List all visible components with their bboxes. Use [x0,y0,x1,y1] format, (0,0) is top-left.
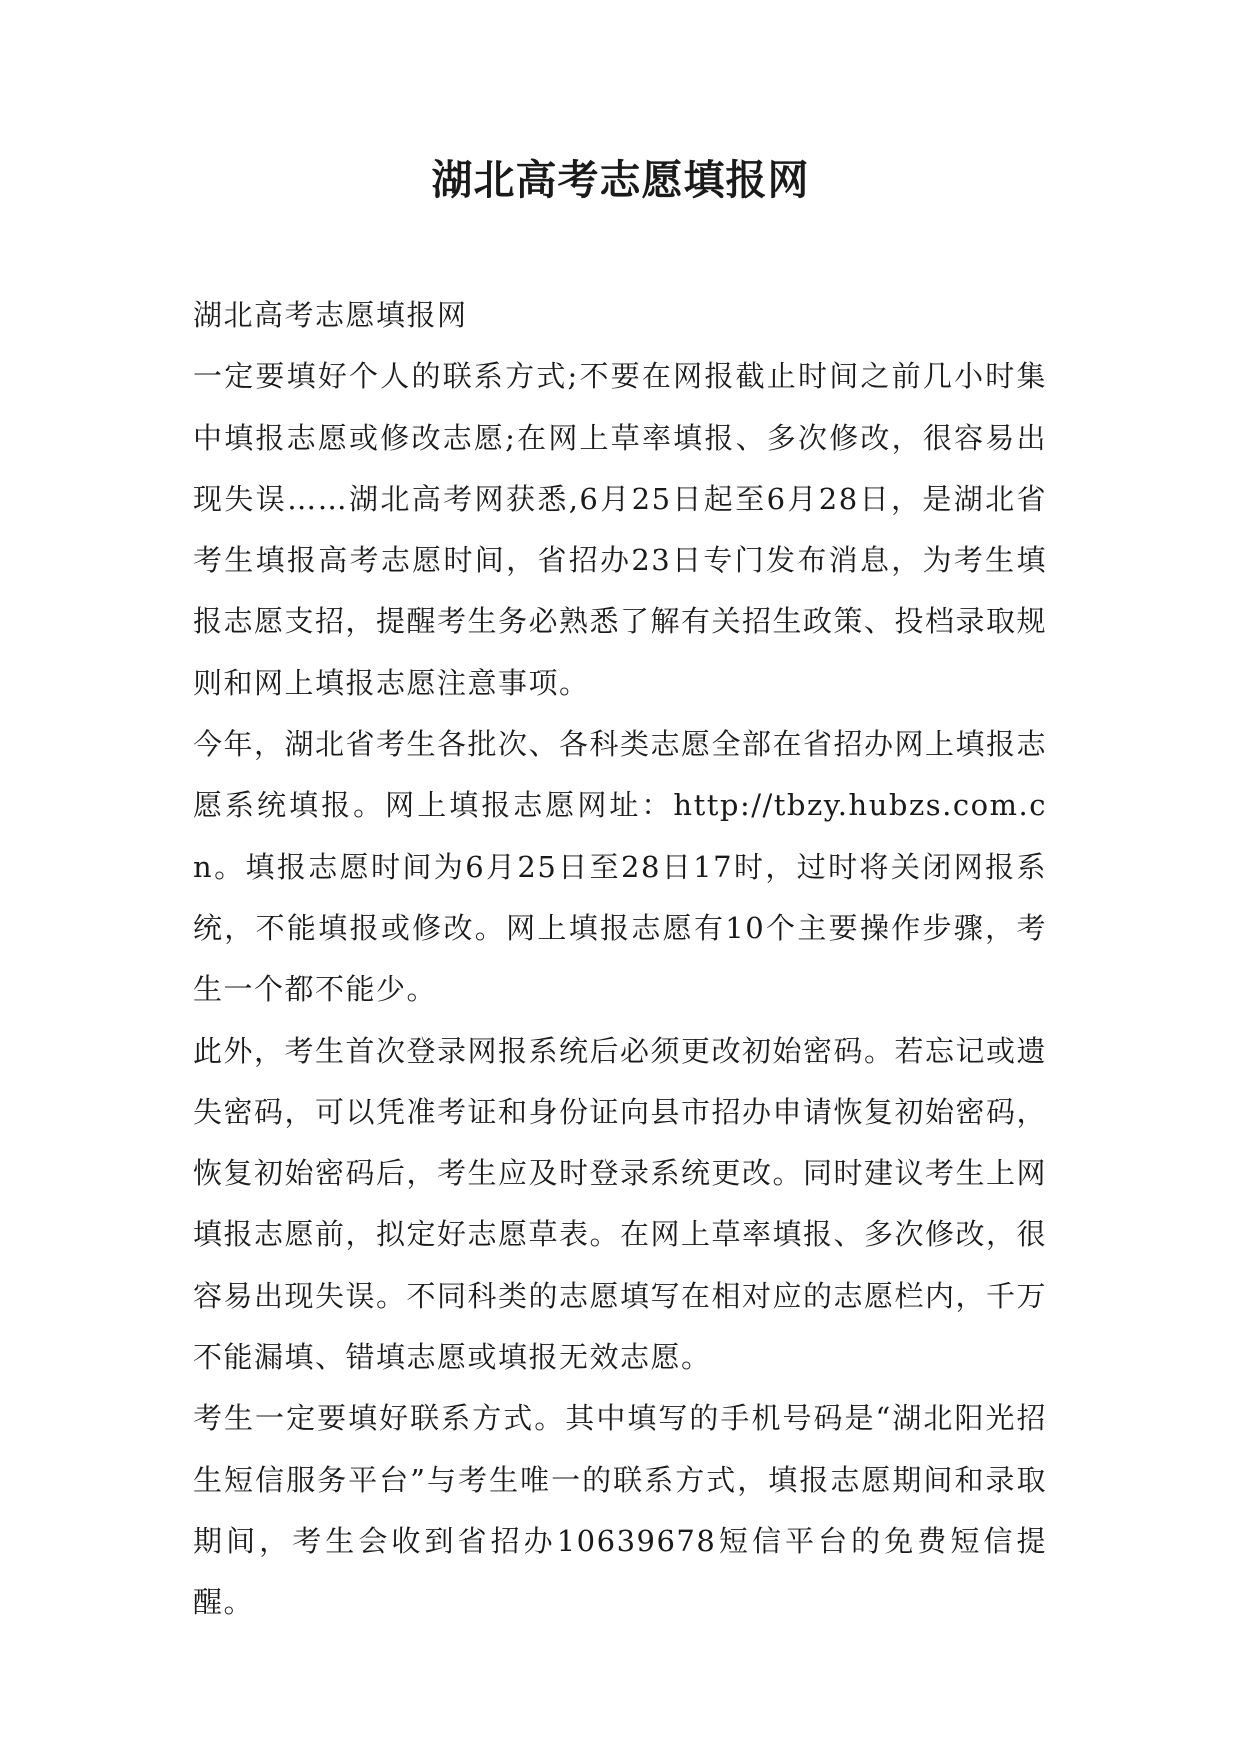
paragraph-heading: 湖北高考志愿填报网 [193,298,468,332]
paragraph-intro: 一定要填好个人的联系方式;不要在网报截止时间之前几小时集中填报志愿或修改志愿;在网上草率填报、多次修改，很容易出现失误……湖北高考网获悉,6月25日起至6月28日，是湖北省考生填报高考志愿时间，省招办23日专门发布消息，为考生填报志愿支招，提醒考生务必熟悉了解有关招生政策、投档录取规则和网上填报志愿注意事项。 [193,359,1048,700]
paragraph-contact: 考生一定要填好联系方式。其中填写的手机号码是“湖北阳光招生短信服务平台”与考生唯一的联系方式，填报志愿期间和录取期间，考生会收到省招办10639678短信平台的免费短信提醒。 [193,1401,1047,1620]
paragraph-online-system: 今年，湖北省考生各批次、各科类志愿全部在省招办网上填报志愿系统填报。网上填报志愿网址：http://tbzy.hubzs.com.cn。填报志愿时间为6月25日至28日17时，过时将关闭网报系统，不能填报或修改。网上填报志愿有10个主要操作步骤，考生一个都不能少。 [193,727,1048,1007]
document-body [193,285,1047,1634]
paragraph-password: 此外，考生首次登录网报系统后必须更改初始密码。若忘记或遗失密码，可以凭准考证和身份证向县市招办申请恢复初始密码，恢复初始密码后，考生应及时登录系统更改。同时建议考生上网填报志愿前，拟定好志愿草表。在网上草率填报、多次修改，很容易出现失误。不同科类的志愿填写在相对应的志愿栏内，千万不能漏填、错填志愿或填报无效志愿。 [193,1033,1048,1375]
document-title: 湖北高考志愿填报网 [431,156,810,204]
